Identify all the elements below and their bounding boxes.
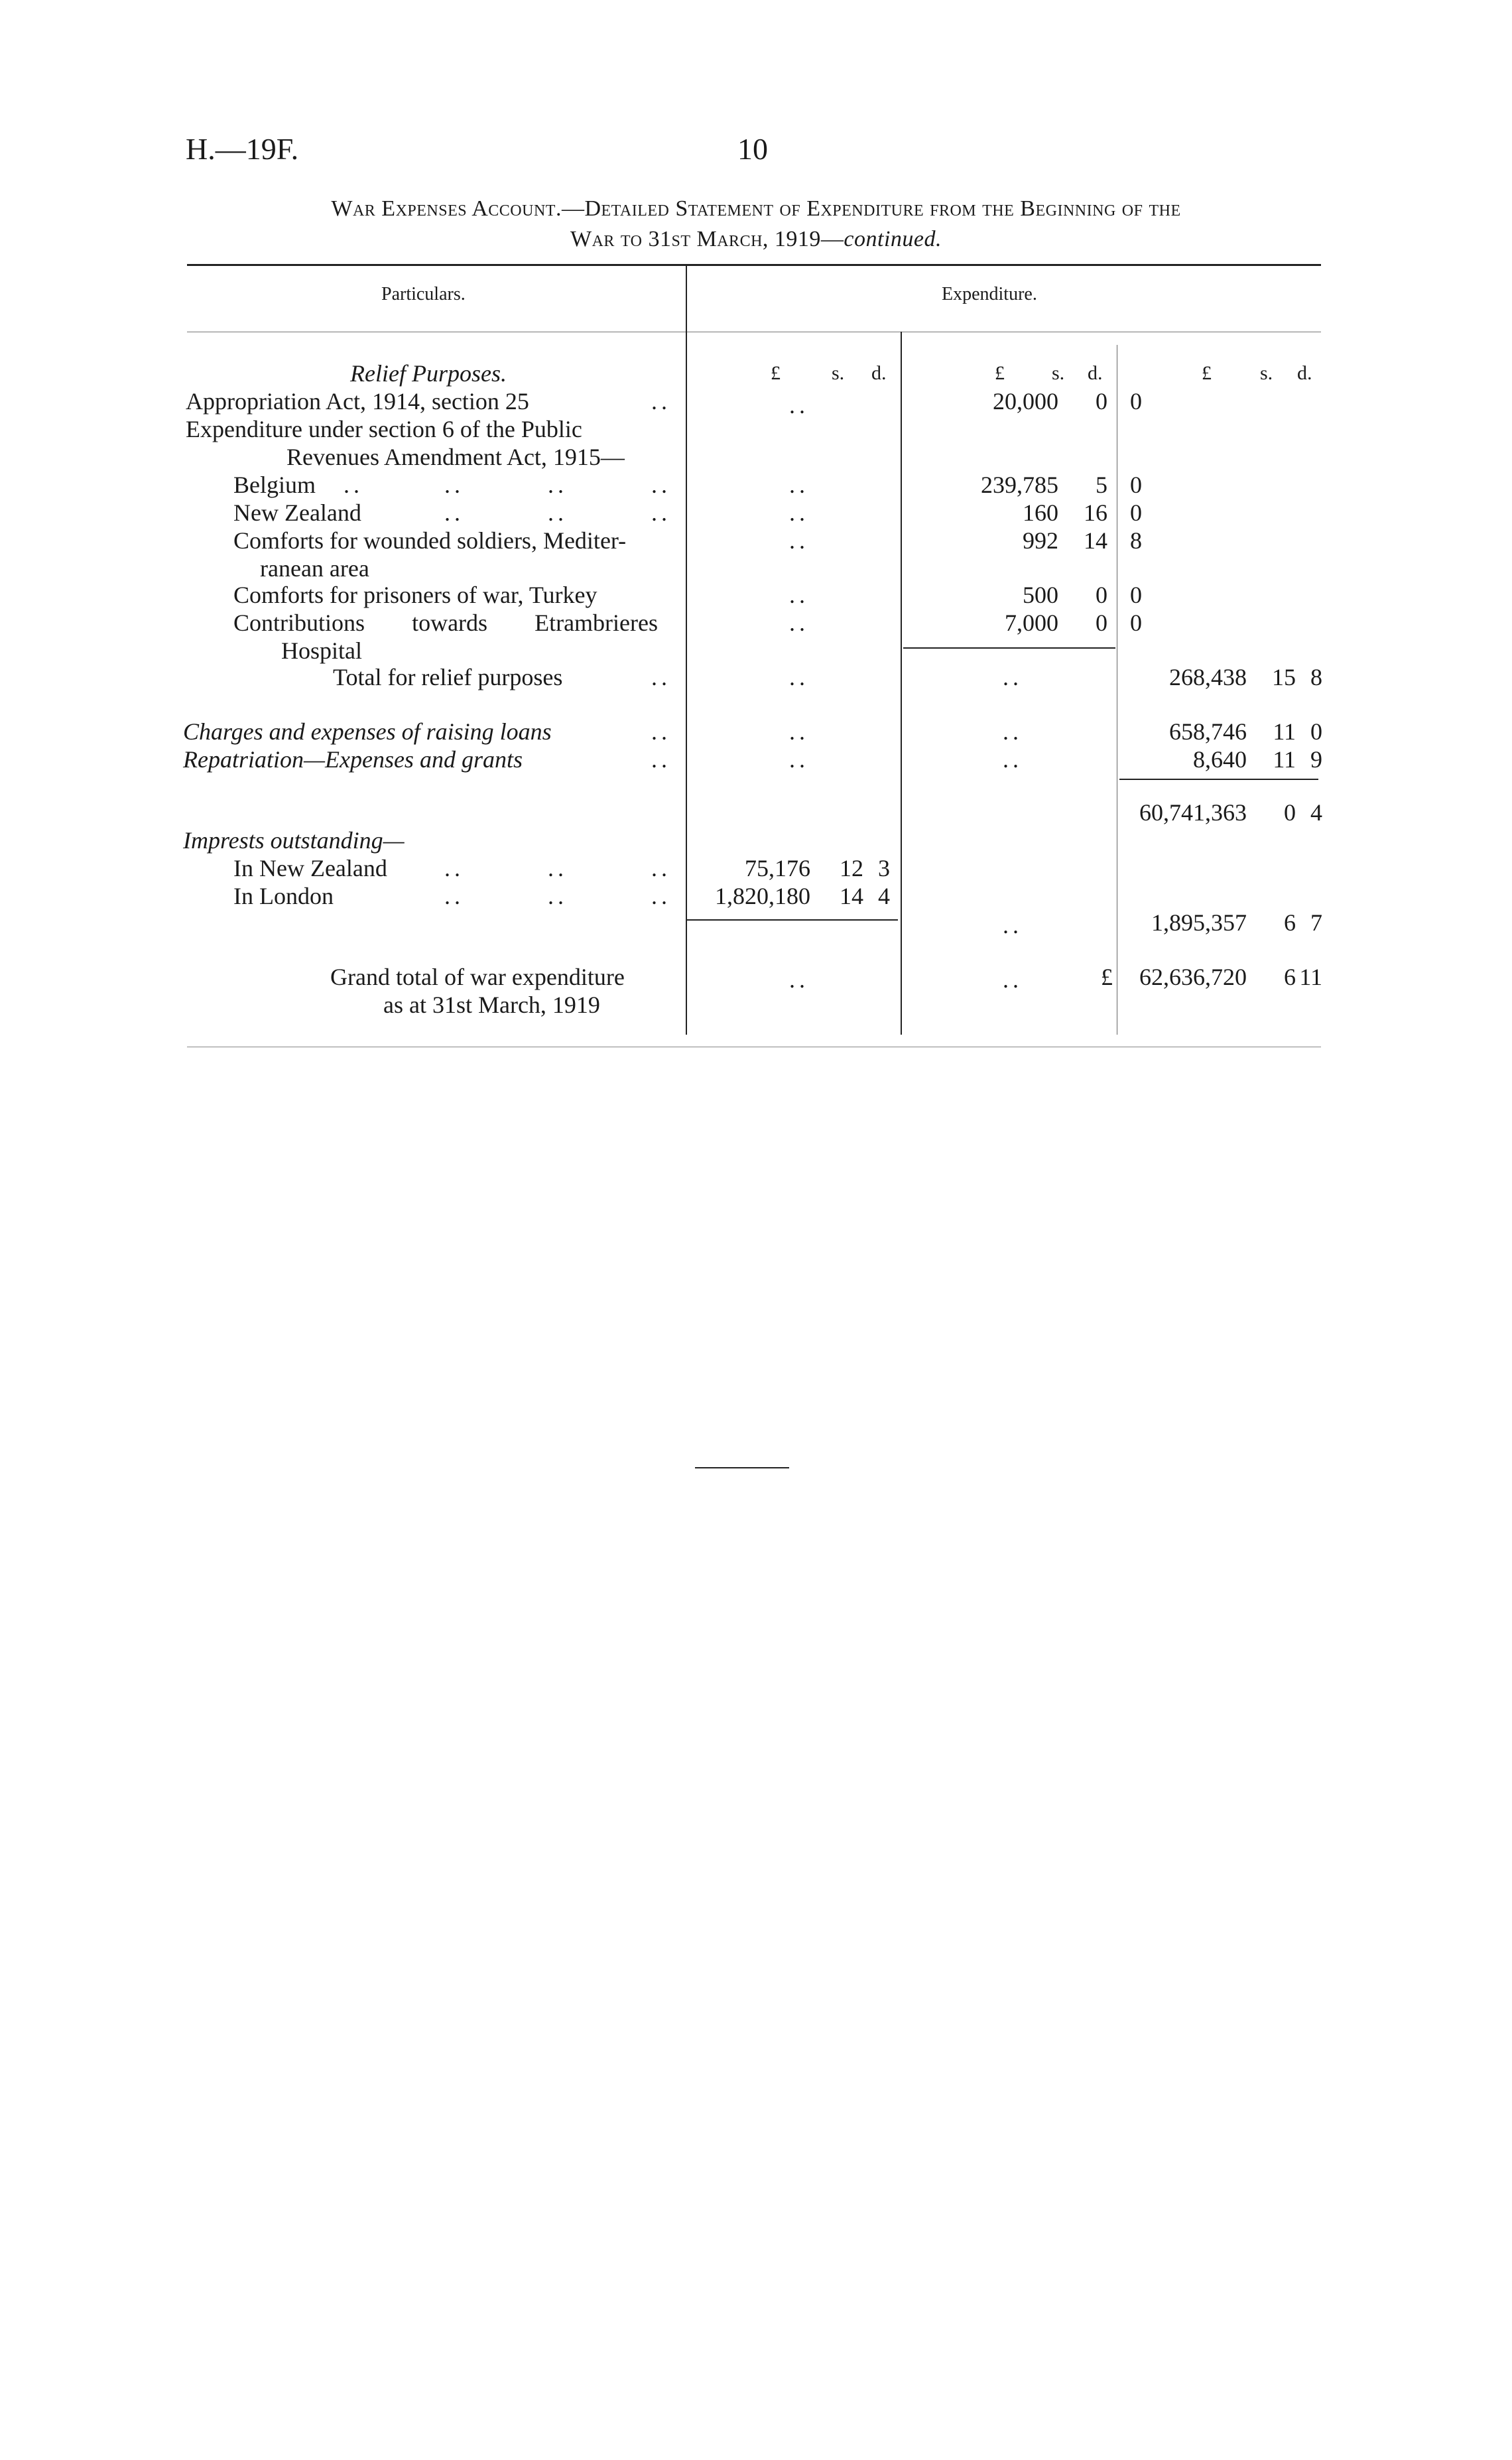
leader-dots: .. (1003, 966, 1023, 993)
cell-shillings: 12 (840, 855, 863, 881)
leader-dots: .. (548, 855, 568, 881)
row-label-imprest-london: In London (233, 883, 334, 909)
page-number: 10 (737, 132, 768, 166)
leader-dots: .. (444, 855, 464, 881)
row-label-comforts-wounded-line1: Comforts for wounded soldiers, Mediter- (233, 527, 627, 554)
row-label-grand-total-line2: as at 31st March, 1919 (383, 992, 600, 1018)
leader-dots: .. (1003, 912, 1023, 939)
leader-dots: .. (651, 664, 671, 690)
cell-shillings: 11 (1273, 746, 1296, 773)
cell-shillings: 15 (1272, 664, 1296, 690)
row-label-charges: Charges and expenses of raising loans (183, 718, 552, 745)
cell-pence: 4 (1310, 799, 1322, 826)
cell-pounds: 75,176 (745, 855, 810, 881)
leader-dots: .. (789, 966, 809, 993)
cell-shillings: 0 (1096, 610, 1107, 636)
title-line2-continued: continued. (844, 227, 942, 251)
cell-pounds: 1,895,357 (1151, 909, 1247, 936)
cell-shillings: 14 (1084, 527, 1107, 554)
row-label-section6-line2: Revenues Amendment Act, 1915— (286, 444, 625, 470)
col1-pound-header: £ (771, 362, 781, 384)
cell-shillings: 5 (1096, 472, 1107, 498)
leader-dots: .. (651, 499, 671, 526)
leader-dots: .. (548, 883, 568, 909)
leader-dots: .. (444, 499, 464, 526)
row-label-contributions-line1: Contributions towards Etrambrieres (233, 610, 658, 636)
row-label-contributions-line2: Hospital (281, 637, 362, 664)
cell-shillings: 0 (1284, 799, 1296, 826)
title-line2-main: War to 31st March, 1919— (570, 227, 844, 251)
leader-dots: .. (789, 664, 809, 690)
leader-dots: .. (651, 883, 671, 909)
grand-total-pound-sign: £ (1101, 964, 1113, 990)
cell-pence: 9 (1310, 746, 1322, 773)
leader-dots: .. (651, 388, 671, 415)
cell-shillings: 0 (1096, 388, 1107, 415)
cell-pounds: 62,636,720 (1139, 964, 1247, 990)
cell-pence: 3 (878, 855, 890, 881)
row-label-section6-line1: Expenditure under section 6 of the Public (186, 416, 582, 442)
col3-pound-header: £ (1202, 362, 1212, 384)
leader-dots: .. (789, 746, 809, 773)
cell-pounds: 1,820,180 (715, 883, 810, 909)
col1-d-header: d. (871, 362, 887, 384)
leader-dots: .. (789, 718, 809, 745)
leader-dots: .. (651, 472, 671, 498)
row-label-repatriation: Repatriation—Expenses and grants (183, 746, 523, 773)
divider-col1 (901, 332, 902, 1035)
cell-pounds: 8,640 (1193, 746, 1247, 773)
leader-dots: .. (651, 746, 671, 773)
leader-dots: .. (444, 472, 464, 498)
cell-pence: 0 (1310, 718, 1322, 745)
leader-dots: .. (548, 472, 568, 498)
cell-pounds: 160 (1023, 499, 1058, 526)
cell-pounds: 239,785 (981, 472, 1058, 498)
col2-d-header: d. (1088, 362, 1103, 384)
subtotal-rule (1119, 779, 1318, 780)
cell-shillings: 11 (1273, 718, 1296, 745)
cell-pence: 0 (1130, 472, 1142, 498)
cell-pence: 0 (1130, 610, 1142, 636)
row-label-new-zealand: New Zealand (233, 499, 361, 526)
cell-pounds: 992 (1023, 527, 1058, 554)
leader-dots: .. (789, 582, 809, 608)
leader-dots: .. (1003, 718, 1023, 745)
row-label-belgium: Belgium (233, 472, 316, 498)
cell-shillings: 16 (1084, 499, 1107, 526)
row-label-imprest-nz: In New Zealand (233, 855, 387, 881)
cell-pounds: 658,746 (1169, 718, 1247, 745)
cell-pence: 8 (1310, 664, 1322, 690)
cell-pounds: 60,741,363 (1139, 799, 1247, 826)
end-rule (695, 1467, 789, 1468)
leader-dots: .. (651, 855, 671, 881)
col2-pound-header: £ (995, 362, 1005, 384)
row-label-total-relief: Total for relief purposes (333, 664, 563, 690)
statement-title-line1: War Expenses Account.—Detailed Statement of Expenditure from the Beginning of the (331, 196, 1181, 221)
cell-pence: 7 (1310, 909, 1322, 936)
leader-dots: .. (548, 499, 568, 526)
row-label-grand-total-line1: Grand total of war expenditure (330, 964, 625, 990)
cell-pounds: 500 (1023, 582, 1058, 608)
leader-dots: .. (789, 392, 809, 419)
column-header-expenditure: Expenditure. (942, 284, 1037, 304)
section-heading-imprests: Imprests outstanding— (183, 827, 405, 854)
col2-s-header: s. (1052, 362, 1065, 384)
leader-dots: .. (789, 610, 809, 636)
cell-shillings: 6 (1284, 964, 1296, 990)
cell-pence: 0 (1130, 582, 1142, 608)
cell-pence: 0 (1130, 499, 1142, 526)
cell-pence: 4 (878, 883, 890, 909)
cell-pence: 8 (1130, 527, 1142, 554)
leader-dots: .. (1003, 664, 1023, 690)
cell-shillings: 6 (1284, 909, 1296, 936)
leader-dots: .. (651, 718, 671, 745)
row-label-comforts-prisoners: Comforts for prisoners of war, Turkey (233, 582, 598, 608)
leader-dots: .. (789, 472, 809, 498)
row-label-appropriation: Appropriation Act, 1914, section 25 (186, 388, 529, 415)
col3-s-header: s. (1260, 362, 1273, 384)
cell-pounds: 268,438 (1169, 664, 1247, 690)
cell-shillings: 14 (840, 883, 863, 909)
cell-pounds: 20,000 (993, 388, 1058, 415)
table-top-rule (187, 264, 1321, 266)
cell-shillings: 0 (1096, 582, 1107, 608)
leader-dots: .. (444, 883, 464, 909)
leader-dots: .. (344, 472, 363, 498)
cell-pence: 0 (1130, 388, 1142, 415)
section-heading-relief: Relief Purposes. (350, 360, 507, 387)
cell-pounds: 7,000 (1005, 610, 1058, 636)
column-header-particulars: Particulars. (381, 284, 466, 304)
statement-title-line2 (0, 227, 1512, 252)
col1-s-header: s. (832, 362, 845, 384)
leader-dots: .. (1003, 746, 1023, 773)
imprest-sum-rule (686, 919, 898, 921)
row-label-comforts-wounded-line2: ranean area (260, 555, 369, 582)
document-reference: H.—19F. (186, 132, 299, 166)
relief-sum-rule (903, 647, 1115, 649)
leader-dots: .. (789, 499, 809, 526)
cell-pence: 11 (1299, 964, 1322, 990)
leader-dots: .. (789, 527, 809, 554)
col3-d-header: d. (1297, 362, 1312, 384)
